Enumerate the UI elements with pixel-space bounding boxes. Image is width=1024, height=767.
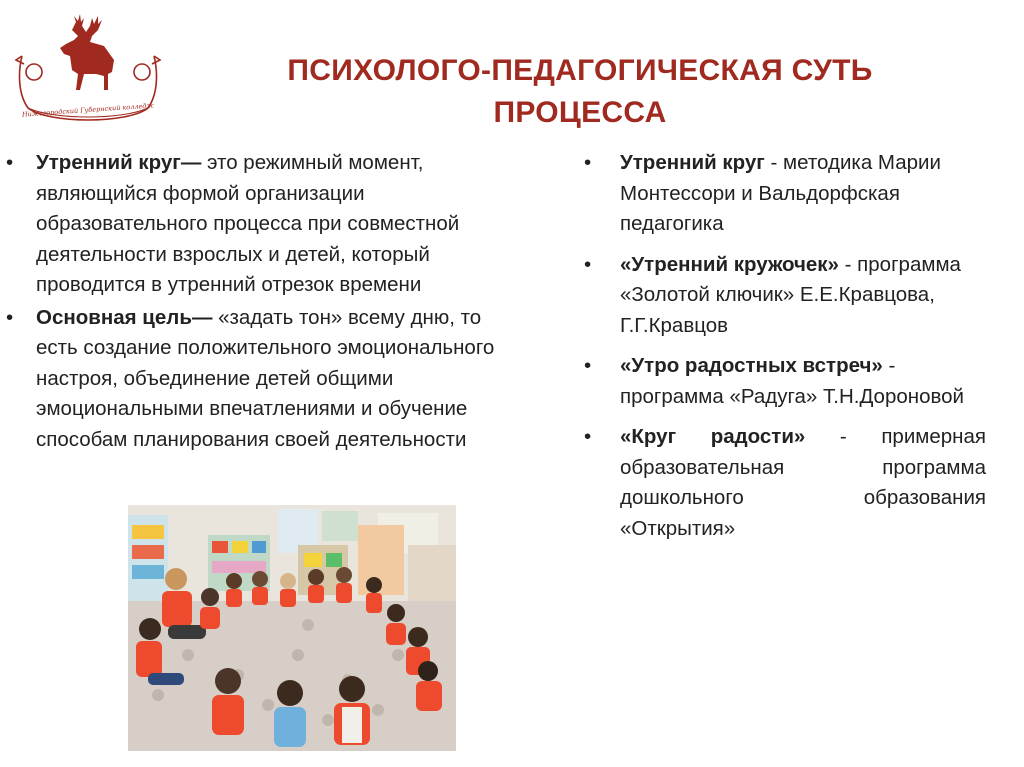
item-term: «Утренний кружочек» xyxy=(620,252,839,276)
bullet-icon: • xyxy=(6,305,14,329)
page-title xyxy=(200,50,960,134)
list-item xyxy=(580,148,986,240)
list-item xyxy=(6,303,526,456)
right-bullet-list xyxy=(580,148,986,544)
bullet-icon: • xyxy=(6,151,14,174)
list-item xyxy=(580,250,986,342)
item-term: Основная цель xyxy=(36,305,192,329)
bullet-icon: • xyxy=(584,354,592,377)
item-term: «Круг радости» xyxy=(620,425,806,448)
right-column xyxy=(580,148,986,554)
list-item xyxy=(6,148,526,301)
classroom-photo xyxy=(128,505,456,751)
bullet-icon: • xyxy=(584,425,592,448)
college-logo xyxy=(14,12,162,130)
item-text: - примерная образовательная программа дошкольного образования «Открытия» xyxy=(620,425,986,540)
list-item xyxy=(580,351,986,412)
item-text: - программа «Золотой ключик» Е.Е.Кравцова, Г.Г.Кравцов xyxy=(620,252,961,337)
item-text: «задать тон» всему дню, то есть создание положительного эмоционального настроя, объединение детей общими эмоциональными впечатлениями и обучение способам планирования своей деятельности xyxy=(36,305,495,451)
item-text: - методика Марии Монтессори и Вальдорфская педагогика xyxy=(620,151,941,235)
bullet-icon: • xyxy=(584,151,592,174)
left-bullet-list xyxy=(6,148,526,455)
item-term: Утренний круг xyxy=(36,151,181,174)
title-line-1: ПСИХОЛОГО-ПЕДАГОГИЧЕСКАЯ СУТЬ xyxy=(287,54,873,87)
deer-icon xyxy=(60,14,114,90)
item-text: - программа «Радуга» Т.Н.Дороновой xyxy=(620,354,964,408)
item-text: это режимный момент, являющийся формой организации образовательного процесса при совместной деятельности взрослых и детей, который проводится в утренний отрезок времени xyxy=(36,151,460,296)
left-column xyxy=(6,148,526,457)
title-line-2: ПРОЦЕССА xyxy=(493,96,667,129)
item-term: «Утро радостных встреч» xyxy=(620,354,883,377)
list-item xyxy=(580,422,986,544)
item-dash: — xyxy=(180,151,202,174)
bullet-icon: • xyxy=(584,252,592,276)
item-dash: — xyxy=(191,305,213,329)
svg-text:Нижегородский Губернский колле: Нижегородский Губернский колледж xyxy=(21,101,155,119)
item-term: Утренний круг xyxy=(620,151,765,174)
